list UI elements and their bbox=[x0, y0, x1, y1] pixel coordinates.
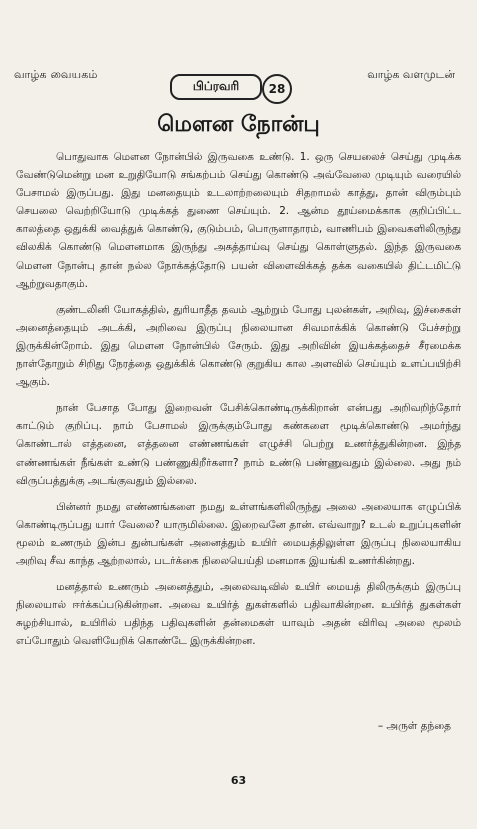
paragraph: பொதுவாக மௌன நோன்பில் இருவகை உண்டு. 1. ஒரு செயலைச் செய்து முடிக்க வேண்டுமென்று மன உறுதியோடு சங்கற்பம் செய்து கொண்டு அவ்வேலை முடியும் வரையில் பேசாமல் இருப்பது. இது மனதையும் உடலாற்றலையும் சிதறாமல் காத்து, தான் விரும்பும் செயலை வெற்றியோடு முடிக்கத் துணை செய்யும். 2. ஆன்ம தூய்மைக்காக குறிப்பிட்ட காலத்தை ஒதுக்கி வைத்துக் கொண்டு, குடும்பம், பொருளாதாரம், வாணிபம் இவைகளிலிருந்து விலகிக் கொண்டு மௌனமாக இருந்து அகத்தாய்வு செய்து கொள்ளுதல். இந்த இருவகை மௌன நோன்பு தான் நல்ல நோக்கத்தோடு பயன் விளைவிக்கத் தக்க வகையில் திட்டமிட்டு ஆற்றுவதாகும். bbox=[16, 151, 461, 290]
paragraph: நான் பேசாத போது இறைவன் பேசிக்கொண்டிருக்கிறான் என்பது அறிவறிந்தோர் காட்டும் குறிப்பு. நாம் பேசாமல் இருக்கும்போது கண்களை மூடிக்கொண்டு அமர்ந்து கொண்டால் எத்தனை, எத்தனை எண்ணங்கள் எழுச்சி பெற்று உணர்த்துகின்றன. இந்த எண்ணங்கள் நீங்கள் உண்டு பண்ணுகிறீர்களா? நாம் உண்டு பண்ணுவதும் இல்லை. அது நம் விருப்பத்துக்கு அடங்குவதும் இல்லை. bbox=[16, 402, 461, 487]
paragraph: மனத்தால் உணரும் அனைத்தும், அலைவடிவில் உயிர் மையத் திலிருக்கும் இருப்பு நிலையால் ஈர்க்கப்படுகின்றன. அவை உயிர்த் துகள்களில் பதிவாகின்றன. உயிர்த் துகள்கள் சுழற்சியால், உயிரில் பதிந்த பதிவுகளின் தன்மைகள் யாவும் அதன் விரிவு அலை மூலம் எப்போதும் வெளியேறிக் கொண்டே இருக்கின்றன. bbox=[16, 581, 461, 648]
day-number-circle bbox=[262, 74, 292, 104]
paragraph: குண்டலினி யோகத்தில், துரியாதீத தவம் ஆற்றும் போது புலன்கள், அறிவு, இச்சைகள் அனைத்தையும் அடக்கி, அறிவை இருப்பு நிலையான சிவமாக்கிக் கொண்டு பேச்சற்று இருக்கின்றோம். இது மௌன நோன்பில் சேரும். இது அறிவின் இயக்கத்தைச் சீரமைக்க நாள்தோறும் சிறிது நேரத்தை ஒதுக்கிக் கொண்டு குறுகிய கால அளவில் செய்யும் உளப்பயிற்சி ஆகும். bbox=[16, 303, 461, 389]
month-label-box bbox=[170, 74, 262, 100]
article-body bbox=[16, 148, 461, 658]
paragraph: பின்னர் நமது எண்ணங்களை நமது உள்ளங்களிலிருந்து அலை அலையாக எழுப்பிக் கொண்டிருப்பது யார் வேலை? யாருமில்லை. இறைவனே தான். எவ்வாறு? உடல் உறுப்புகளின் மூலம் உணரும் இன்ப துன்பங்கள் அனைத்தும் உயிர் மையத்திலுள்ள இருப்பு நிலையாகிய அறிவு சீவ காந்த ஆற்றலால், படர்க்கை நிலையெய்தி மனமாக இயங்கி உணர்கின்றது. bbox=[16, 500, 461, 567]
month-label: பிப்ரவரி bbox=[192, 79, 240, 93]
header-left-motto: வாழ்க வையகம் bbox=[14, 68, 98, 81]
page-number: 63 bbox=[230, 774, 247, 787]
header-right-motto: வாழ்க வளமுடன் bbox=[367, 68, 455, 81]
page-title: மௌன நோன்பு bbox=[157, 112, 320, 137]
author-signature: – அருள் தந்தை bbox=[377, 720, 451, 732]
day-number: 28 bbox=[268, 82, 286, 96]
